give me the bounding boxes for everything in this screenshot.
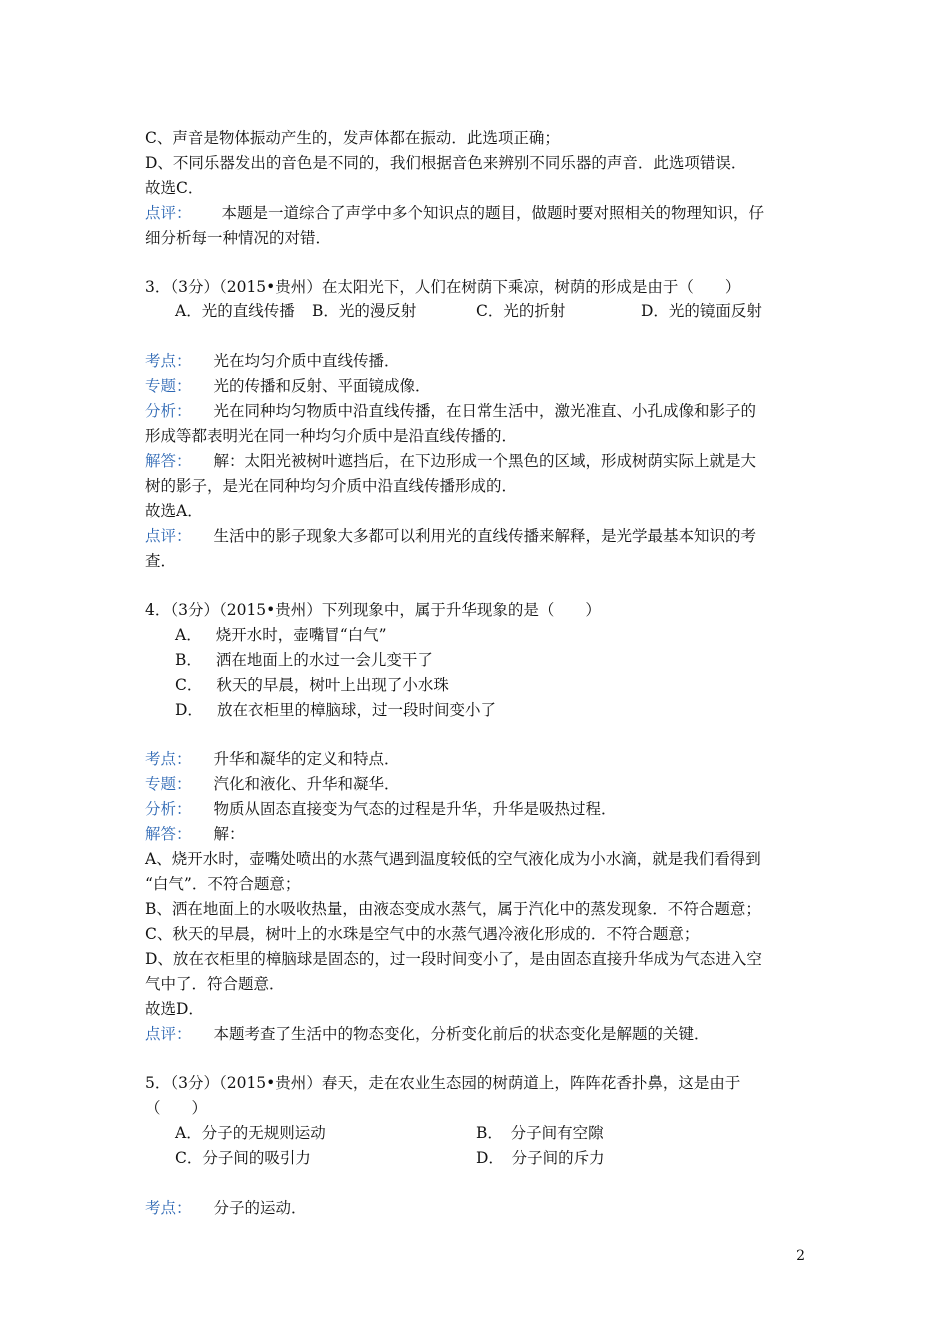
- q4-analysis-d-cont: 气中了．符合题意．: [145, 975, 285, 993]
- comment-label: 点评：: [145, 204, 192, 222]
- q3-fenxi-cont: 形成等都表明光在同一种均匀介质中是沿直线传播的．: [145, 427, 518, 445]
- q4-analysis-c: C、秋天的早晨，树叶上的水珠是空气中的水蒸气遇冷液化形成的．不符合题意；: [145, 925, 700, 943]
- q2-line-d: D、不同乐器发出的音色是不同的，我们根据音色来辨别不同乐器的声音．此选项错误．: [145, 154, 747, 172]
- option-letter: B．: [175, 651, 202, 669]
- q3-answer: 故选A．: [145, 502, 203, 520]
- q5-kaodian-text: 分子的运动．: [213, 1199, 307, 1217]
- q3-zhuanti: [145, 376, 431, 396]
- q5-kaodian: [145, 1198, 307, 1218]
- page-number: 2: [796, 1248, 805, 1264]
- q5-stem: 5．（3分）（2015•贵州）春天，走在农业生态园的树荫道上，阵阵花香扑鼻，这是由于: [145, 1074, 741, 1092]
- fenxi-label: 分析：: [145, 800, 192, 818]
- q4-option-c: [175, 675, 449, 695]
- fenxi-label: 分析：: [145, 402, 192, 420]
- option-text: 放在衣柜里的樟脑球，过一段时间变小了: [216, 701, 496, 719]
- q3-option-b: B．光的漫反射: [312, 302, 417, 320]
- q4-option-d: [175, 700, 496, 720]
- option-text: 秋天的早晨，树叶上出现了小水珠: [216, 676, 449, 694]
- q4-kaodian-text: 升华和凝华的定义和特点．: [213, 750, 400, 768]
- comment-label: 点评：: [145, 1025, 192, 1043]
- q4-comment-text: 本题考查了生活中的物态变化，分析变化前后的状态变化是解题的关键．: [213, 1025, 710, 1043]
- q3-comment-text: 生活中的影子现象大多都可以利用光的直线传播来解释，是光学最基本知识的考: [213, 527, 757, 545]
- q3-fenxi-text: 光在同种均匀物质中沿直线传播，在日常生活中，激光准直、小孔成像和影子的: [213, 402, 757, 420]
- q4-jieda: [145, 824, 245, 844]
- q2-comment: [145, 203, 764, 223]
- q4-zhuanti: [145, 774, 400, 794]
- zhuanti-label: 专题：: [145, 775, 192, 793]
- q4-fenxi: [145, 799, 617, 819]
- q4-fenxi-text: 物质从固态直接变为气态的过程是升华，升华是吸热过程．: [213, 800, 617, 818]
- q5-option-c: C．分子间的吸引力: [175, 1149, 311, 1167]
- q4-jieda-text: 解：: [213, 825, 245, 843]
- kaodian-label: 考点：: [145, 1199, 192, 1217]
- kaodian-label: 考点：: [145, 750, 192, 768]
- q5-stem-cont: （ ）: [145, 1099, 208, 1117]
- q3-comment: [145, 526, 756, 546]
- q3-kaodian-text: 光在均匀介质中直线传播．: [213, 352, 400, 370]
- q2-comment-text: 本题是一道综合了声学中多个知识点的题目，做题时要对照相关的物理知识，仔: [221, 204, 765, 222]
- q5-option-d: D． 分子间的斥力: [476, 1149, 605, 1167]
- option-letter: A．: [175, 626, 202, 644]
- q3-zhuanti-text: 光的传播和反射、平面镜成像．: [213, 377, 431, 395]
- q3-jieda-text: 解：太阳光被树叶遮挡后，在下边形成一个黑色的区域，形成树荫实际上就是大: [213, 452, 757, 470]
- q2-comment-cont: 细分析每一种情况的对错．: [145, 229, 332, 247]
- q2-answer: 故选C．: [145, 179, 204, 197]
- q4-option-b: [175, 650, 433, 670]
- q4-comment: [145, 1024, 710, 1044]
- q4-analysis-a-cont: “白气”．不符合题意；: [145, 875, 301, 893]
- q3-kaodian: [145, 351, 400, 371]
- q3-jieda-cont: 树的影子，是光在同种均匀介质中沿直线传播形成的．: [145, 477, 518, 495]
- q3-option-c: C．光的折射: [476, 302, 566, 320]
- kaodian-label: 考点：: [145, 352, 192, 370]
- q4-option-a: [175, 625, 387, 645]
- q4-analysis-b: B、洒在地面上的水吸收热量，由液态变成水蒸气，属于汽化中的蒸发现象．不符合题意；: [145, 900, 761, 918]
- option-text: 洒在地面上的水过一会儿变干了: [215, 651, 433, 669]
- q5-option-a: A．分子的无规则运动: [175, 1124, 326, 1142]
- zhuanti-label: 专题：: [145, 377, 192, 395]
- q4-analysis-a: A、烧开水时，壶嘴处喷出的水蒸气遇到温度较低的空气液化成为小水滴，就是我们看得到: [145, 850, 761, 868]
- jieda-label: 解答：: [145, 825, 192, 843]
- q3-option-d: D．光的镜面反射: [641, 302, 762, 320]
- q4-kaodian: [145, 749, 400, 769]
- q4-analysis-d: D、放在衣柜里的樟脑球是固态的，过一段时间变小了，是由固态直接升华成为气态进入空: [145, 950, 762, 968]
- q3-option-a: A．光的直线传播: [175, 302, 295, 320]
- q4-answer: 故选D．: [145, 1000, 204, 1018]
- q3-fenxi: [145, 401, 756, 421]
- q4-zhuanti-text: 汽化和液化、升华和凝华．: [213, 775, 400, 793]
- option-text: 烧开水时，壶嘴冒“白气”: [215, 626, 387, 644]
- q3-jieda: [145, 451, 756, 471]
- q3-stem: 3．（3分）（2015•贵州）在太阳光下，人们在树荫下乘凉，树荫的形成是由于（ ）: [145, 278, 741, 296]
- option-letter: C．: [175, 676, 203, 694]
- q5-option-b: B． 分子间有空隙: [476, 1124, 604, 1142]
- q2-line-c: C、声音是物体振动产生的，发声体都在振动．此选项正确；: [145, 129, 560, 147]
- comment-label: 点评：: [145, 527, 192, 545]
- option-letter: D．: [175, 701, 203, 719]
- q4-stem: 4．（3分）（2015•贵州）下列现象中，属于升华现象的是（ ）: [145, 601, 601, 619]
- q3-comment-cont: 查．: [145, 552, 177, 570]
- jieda-label: 解答：: [145, 452, 192, 470]
